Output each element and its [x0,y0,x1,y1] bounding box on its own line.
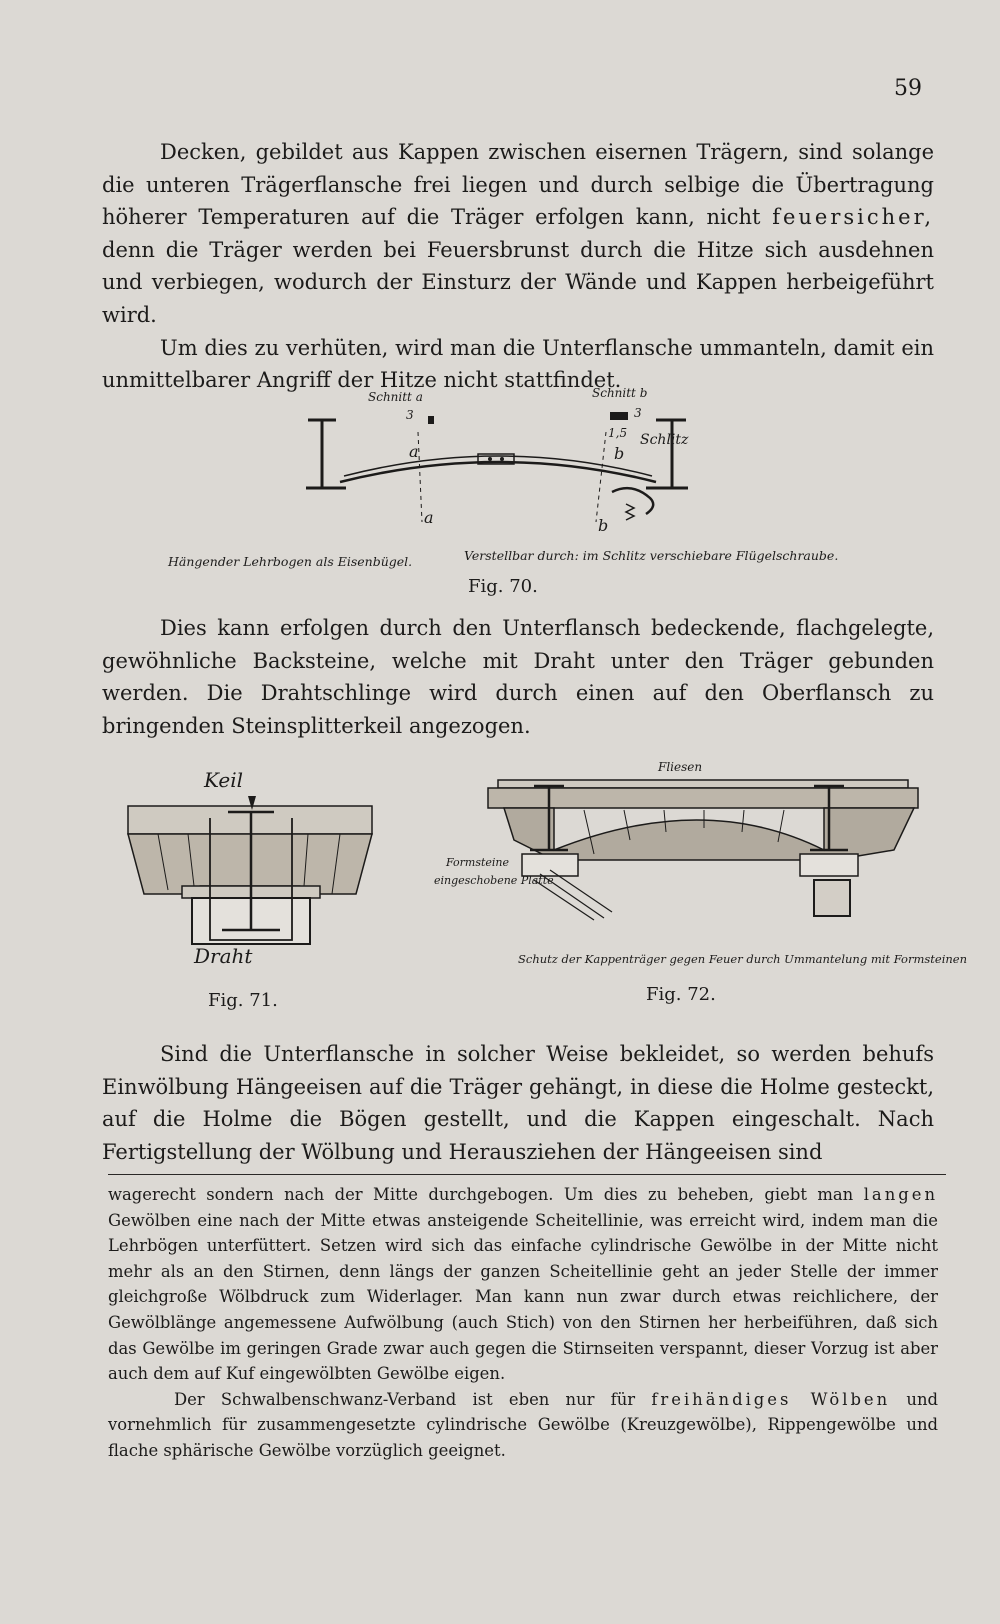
footnote-1-rest: Gewölben eine nach der Mitte etwas ansteigende Scheitellinie, was erreicht wird, indem man die Lehrbögen unterfüttert. Setzen wird sich das einfache cylindrische Gewölbe in der Mitte nicht mehr als an den Stirnen, denn längs der ganzen Scheitellinie geht an jeder Stelle der immer gleichgroße Wölbdruck zum Widerlager. Man kann nun zwar durch etwas reichlichere, der Gewölblänge angemessene Aufwölbung (auch Stich) von den Stirnen her herbeiführen, daß sich das Gewölbe im geringen Grade zwar auch gegen die Stirnseiten verspannt, dieser Vorzug ist aber auch dem auf Kuf eingewölbten Gewölbe eigen. [108,1210,938,1384]
fig-70-section-line-b [596,432,606,522]
fig-70-dim-1-5: 1,5 [608,426,628,440]
fig-72-beam-section [814,880,850,916]
fig-70-left-beam [306,420,346,488]
paragraph-1-spaced-word: feuersicher, [772,205,934,230]
fig-72-label-fliesen: Fliesen [658,760,703,774]
footnote-2-spaced-words: freihändiges Wölben [651,1389,891,1409]
fig-70-label-schnitt-b: Schnitt b [592,386,648,400]
fig-70-arch-lower [340,462,656,482]
fig-72-label-formsteine: Formsteine [446,856,510,869]
footnote-2-text: Der Schwalbenschwanz-Verband ist eben nur für [174,1389,636,1409]
fig-72-vault-brickwork [504,808,914,860]
fig-71-label-draht: Draht [194,944,253,968]
fig-70-bolt-right [500,457,504,461]
fig-70-arch-upper [344,456,652,476]
fig-72-drawing [474,770,924,950]
fig-70-mark-a-upper: a [409,442,419,461]
fig-70-right-beam [646,420,688,488]
fig-72-caption: Schutz der Kappenträger gegen Feuer durch Ummantelung mit Formsteinen [518,952,968,966]
fig-70-mark-b-lower: b [598,516,609,535]
fig-72-fill-layer [488,788,918,808]
footnote-2-rest: und vornehmlich für zusammengesetzte cylindrische Gewölbe (Kreuzgewölbe), Rippengewölbe und flache sphärische Gewölbe vorzüglich geeignet. [108,1389,939,1460]
fig-70-caption-left: Hängender Lehrbogen als Eisenbügel. [168,554,413,569]
fig-72-label-platte: eingeschobene Platte [434,874,554,887]
fig-71-drawing [118,790,382,970]
fig-70-section-a-profile [428,416,434,424]
text-block-bottom [102,1038,934,1168]
footnote-1-text: wagerecht sondern nach der Mitte durchgebogen. Um dies zu beheben, giebt man [108,1185,854,1204]
text-block-top [102,136,934,397]
fig-72-label: Fig. 72. [646,984,716,1005]
paragraph-1 [102,136,934,332]
fig-70-mark-b-upper: b [614,444,625,463]
fig-70-section-b-profile [610,412,628,420]
paragraph-1-rest: denn die Träger werden bei Feuersbrunst durch die Hitze sich ausdehnen und verbiegen, wodurch der Einsturz der Wände und Kappen herbeigeführt wird. [102,237,934,327]
text-block-middle [102,612,934,742]
fig-72-right-form-stones [800,854,858,876]
footnote-1 [108,1182,938,1387]
fig-70-section-line-a [418,432,422,522]
fig-70-label-schnitt-a: Schnitt a [368,390,423,404]
fig-70-hanger-hook [612,488,653,514]
fig-70-wing-screw-icon [626,504,634,520]
paragraph-2: Um dies zu verhüten, wird man die Unterflansche ummanteln, damit ein unmittelbarer Angriff der Hitze nicht stattfindet. [102,335,934,393]
footnote-divider [108,1174,946,1175]
fig-70-dim-3-right: 3 [634,406,642,420]
fig-70-label-schlitz: Schlitz [640,432,689,448]
fig-70-bolt-left [488,457,492,461]
fig-70-dim-3-left: 3 [406,408,414,422]
fig-70-label: Fig. 70. [468,576,538,597]
fig-72-left-form-stones [522,854,578,876]
footnote-2 [108,1387,938,1464]
footnotes [108,1182,938,1464]
footnote-1-spaced-word: langen [863,1185,939,1204]
paragraph-1-text: Decken, gebildet aus Kappen zwischen eisernen Trägern, sind solange die unteren Trägerflansche frei liegen und durch selbige die Übertragung höherer Temperaturen auf die Träger erfolgen kann, nicht [102,140,934,230]
paragraph-4: Sind die Unterflansche in solcher Weise bekleidet, so werden behufs Einwölbung Hängeeisen auf die Träger gehängt, in diese die Holme gesteckt, auf die Holme die Bögen gestellt, und die Kappen eingeschalt. Nach Fertigstellung der Wölbung und Herausziehen der Hängeeisen sind [102,1042,934,1164]
paragraph-3: Dies kann erfolgen durch den Unterflansch bedeckende, flachgelegte, gewöhnliche Backsteine, welche mit Draht unter den Träger gebunden werden. Die Drahtschlinge wird durch einen auf den Oberflansch zu bringenden Steinsplitterkeil angezogen. [102,616,934,738]
fig-71-label: Fig. 71. [208,990,278,1011]
fig-71-label-keil: Keil [204,768,244,792]
fig-70-mark-a-lower: a [424,508,434,527]
page-number: 59 [894,76,922,101]
fig-70-caption-right: Verstellbar durch: im Schlitz verschiebare Flügelschraube. [464,548,839,563]
